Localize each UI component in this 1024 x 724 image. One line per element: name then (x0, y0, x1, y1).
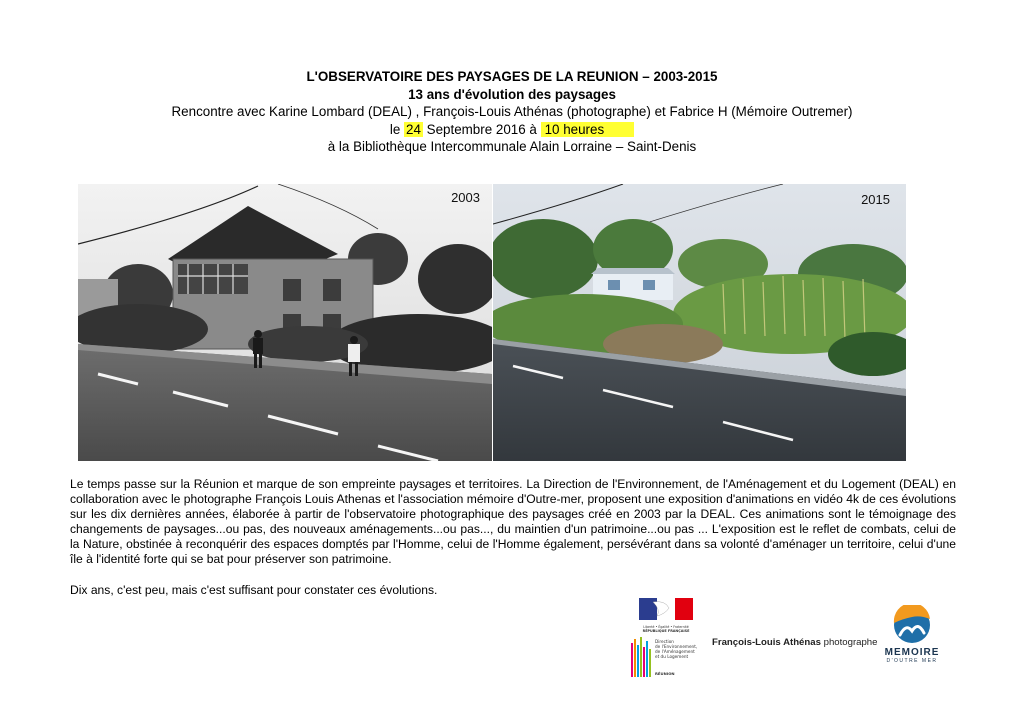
photo-2003-year: 2003 (451, 190, 480, 205)
description-paragraph-2: Dix ans, c'est peu, mais c'est suffisant pour constater ces évolutions. (70, 582, 438, 597)
photo-2003-image (78, 184, 492, 461)
partner-logos (620, 595, 960, 685)
photo-2015-year: 2015 (861, 192, 890, 207)
deal-line-1: Direction (655, 639, 674, 644)
photo-2015-image (493, 184, 906, 461)
republique-francaise-logo (639, 598, 693, 633)
photo-2015-landscape (493, 184, 906, 461)
event-date (0, 121, 1024, 139)
date-day-highlight: 24 (406, 121, 421, 137)
deal-line-2: de l'Environnement, (655, 644, 698, 649)
description-paragraph-1: Le temps passe sur la Réunion et marque de son empreinte paysages et territoires. La Direction de l'Environnement, de l'Aménagement et du Logement (DEAL) en collaboration avec le photographe François Louis Athenas et l'association mémoire d'Outre-mer, proposent une exposition d'animations en vidéo 4k de ces évolutions sur les dix dernières années, élaborée à partir de l'observatoire photographique des paysages créé en 2003 par la DEAL. Ces animations sont le témoignage des changements de paysages...ou pas, des nouveaux aménagements...ou pas..., du maintien d'un patrimoine...ou pas ... L'exposition est le reflet de combats, celui de la Nature, obstinée à reconquérir des espaces domptés par l'Homme, celui de l'Homme également, persévérant dans sa volonté d'aménager un territoire, celui d'une île à l'identité forte qui se bat pour préserver son patrimoine. (70, 477, 956, 567)
deal-reunion-logo (630, 635, 700, 681)
photo-2003-landscape (78, 184, 492, 461)
deal-region: RÉUNION (655, 671, 675, 676)
marianne-flag-icon (639, 598, 693, 620)
event-description (70, 477, 956, 613)
event-venue: à la Bibliothèque Intercommunale Alain Lorraine – Saint-Denis (327, 139, 697, 154)
republique-motto: Liberté • Égalité • Fraternité (643, 625, 689, 629)
event-subtitle: 13 ans d'évolution des paysages (408, 86, 616, 102)
memoire-outre-mer-logo (876, 605, 948, 683)
event-header (0, 68, 1024, 156)
memoire-title: MEMOIRE (884, 647, 940, 658)
date-prefix: le (389, 121, 401, 137)
photographer-name: François-Louis Athénas (712, 637, 821, 648)
event-speakers: Rencontre avec Karine Lombard (DEAL) , François-Louis Athénas (photographe) et Fabrice H (Mémoire Outremer) (171, 104, 853, 119)
republique-name: RÉPUBLIQUE FRANÇAISE (642, 629, 690, 633)
date-time-highlight: 10 heures (541, 122, 635, 137)
memoire-globe-icon (892, 605, 932, 645)
photographer-role: photographe (820, 637, 878, 648)
photographer-logo (712, 637, 877, 648)
event-title: L'OBSERVATOIRE DES PAYSAGES DE LA REUNION – 2003-2015 (306, 69, 718, 84)
deal-line-3: de l'Aménagement (655, 649, 695, 654)
date-middle: Septembre 2016 à (426, 121, 537, 137)
deal-stripes-icon (630, 635, 652, 679)
memoire-subtitle: D'OUTRE MER (886, 658, 938, 664)
deal-line-4: et du Logement (655, 654, 689, 659)
